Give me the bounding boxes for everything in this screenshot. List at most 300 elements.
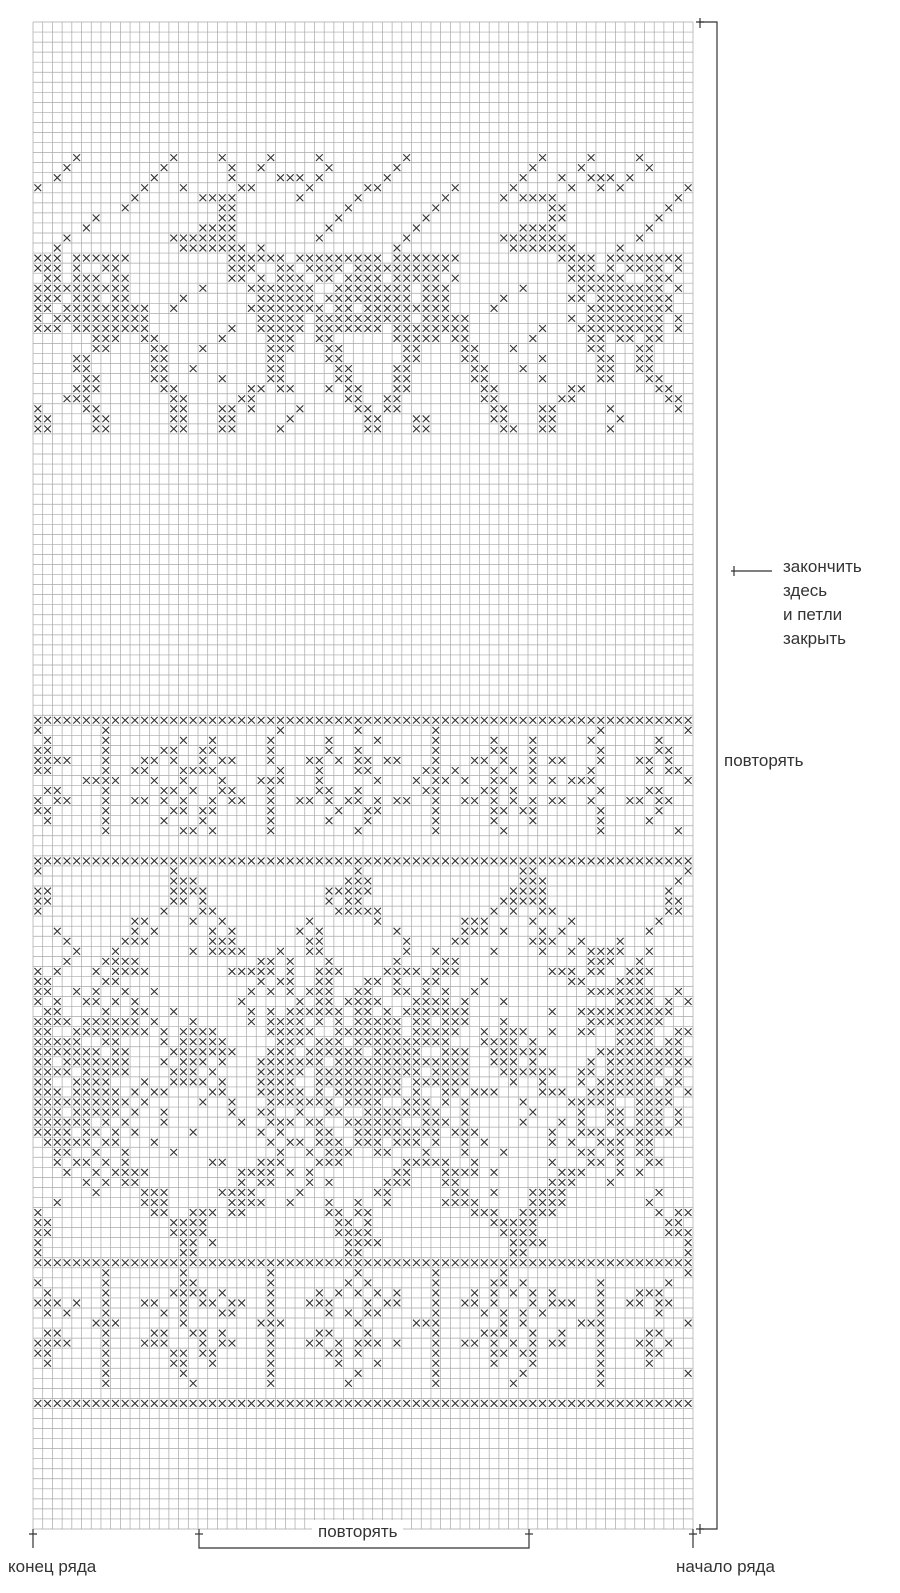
stitch-mark [335,285,342,292]
stitch-mark [539,1259,546,1266]
stitch-mark [102,345,109,352]
stitch-mark [384,1179,391,1186]
stitch-mark [636,315,643,322]
stitch-mark [209,1400,216,1407]
stitch-mark [520,174,527,181]
stitch-mark [316,1058,323,1065]
stitch-mark [44,1350,51,1357]
stitch-mark [529,194,536,201]
stitch-mark [93,1048,100,1055]
stitch-mark [364,878,371,885]
stitch-mark [316,777,323,784]
stitch-mark [374,1259,381,1266]
stitch-mark [44,295,51,302]
stitch-mark [102,727,109,734]
stitch-mark [199,1079,206,1086]
stitch-mark [316,235,323,242]
stitch-mark [364,1038,371,1045]
stitch-mark [141,315,148,322]
stitch-mark [267,858,274,865]
stitch-mark [287,285,294,292]
stitch-mark [675,1119,682,1126]
stitch-mark [500,1028,507,1035]
stitch-mark [83,1079,90,1086]
stitch-mark [520,1279,527,1286]
stitch-mark [578,1008,585,1015]
stitch-mark [597,1099,604,1106]
stitch-mark [345,325,352,332]
stitch-mark [549,1139,556,1146]
stitch-mark [277,858,284,865]
stitch-mark [54,1089,61,1096]
stitch-mark [432,265,439,272]
stitch-mark [161,345,168,352]
stitch-mark [500,1310,507,1317]
stitch-mark [258,858,265,865]
stitch-mark [636,1079,643,1086]
stitch-mark [83,375,90,382]
stitch-mark [102,1380,109,1387]
stitch-mark [364,1109,371,1116]
stitch-mark [549,717,556,724]
stitch-mark [529,225,536,232]
finish-marker [731,566,772,576]
stitch-mark [73,365,80,372]
stitch-mark [568,245,575,252]
stitch-mark [656,747,663,754]
stitch-mark [93,988,100,995]
stitch-mark [462,1058,469,1065]
stitch-mark [238,265,245,272]
stitch-mark [675,858,682,865]
stitch-mark [355,757,362,764]
stitch-mark [316,154,323,161]
stitch-mark [161,1109,168,1116]
stitch-mark [442,1068,449,1075]
stitch-mark [597,1290,604,1297]
stitch-mark [617,938,624,945]
stitch-mark [355,275,362,282]
stitch-mark [656,717,663,724]
stitch-mark [384,1300,391,1307]
stitch-mark [549,194,556,201]
stitch-mark [442,958,449,965]
stitch-mark [102,1179,109,1186]
stitch-mark [355,1199,362,1206]
stitch-mark [374,1099,381,1106]
stitch-mark [423,265,430,272]
stitch-mark [384,1038,391,1045]
stitch-mark [161,1340,168,1347]
stitch-mark [267,1119,274,1126]
stitch-mark [646,858,653,865]
stitch-mark [219,235,226,242]
stitch-mark [491,1169,498,1176]
stitch-mark [93,415,100,422]
stitch-mark [423,717,430,724]
stitch-mark [122,305,129,312]
stitch-mark [229,1340,236,1347]
stitch-mark [102,717,109,724]
stitch-mark [588,174,595,181]
stitch-mark [413,1068,420,1075]
stitch-mark [316,1139,323,1146]
stitch-mark [170,888,177,895]
stitch-mark [413,325,420,332]
stitch-mark [44,737,51,744]
stitch-mark [539,928,546,935]
stitch-mark [335,1360,342,1367]
stitch-mark [34,868,41,875]
stitch-mark [132,1129,139,1136]
stitch-mark [229,1109,236,1116]
stitch-mark [326,275,333,282]
stitch-mark [510,1048,517,1055]
stitch-mark [112,958,119,965]
stitch-mark [180,405,187,412]
stitch-mark [258,1400,265,1407]
stitch-mark [462,1119,469,1126]
stitch-mark [170,395,177,402]
stitch-mark [44,1139,51,1146]
stitch-mark [597,325,604,332]
stitch-mark [403,305,410,312]
stitch-mark [258,1089,265,1096]
stitch-mark [190,1259,197,1266]
stitch-mark [432,777,439,784]
stitch-mark [656,1310,663,1317]
stitch-mark [335,968,342,975]
stitch-mark [656,1109,663,1116]
stitch-mark [297,1068,304,1075]
stitch-mark [345,385,352,392]
stitch-mark [539,325,546,332]
stitch-mark [180,1300,187,1307]
stitch-mark [636,1099,643,1106]
stitch-mark [161,747,168,754]
stitch-mark [170,1290,177,1297]
stitch-mark [471,1089,478,1096]
stitch-mark [326,255,333,262]
stitch-mark [588,767,595,774]
stitch-mark [597,285,604,292]
stitch-mark [209,747,216,754]
stitch-mark [267,1089,274,1096]
stitch-mark [335,345,342,352]
stitch-mark [423,1028,430,1035]
stitch-mark [510,858,517,865]
stitch-mark [73,1259,80,1266]
stitch-mark [442,1259,449,1266]
stitch-mark [326,1139,333,1146]
stitch-mark [326,1330,333,1337]
stitch-mark [170,235,177,242]
stitch-mark [335,265,342,272]
stitch-mark [326,737,333,744]
stitch-mark [190,1229,197,1236]
stitch-mark [627,988,634,995]
stitch-mark [394,1259,401,1266]
stitch-mark [665,255,672,262]
stitch-mark [335,858,342,865]
stitch-mark [646,1159,653,1166]
stitch-mark [559,1189,566,1196]
stitch-mark [258,1199,265,1206]
stitch-mark [122,1119,129,1126]
stitch-mark [151,1199,158,1206]
stitch-mark [394,1179,401,1186]
stitch-mark [335,365,342,372]
stitch-mark [374,255,381,262]
stitch-mark [636,345,643,352]
stitch-mark [481,1400,488,1407]
stitch-mark [578,1149,585,1156]
stitch-mark [34,988,41,995]
stitch-mark [122,1018,129,1025]
stitch-mark [423,1018,430,1025]
stitch-mark [93,1129,100,1136]
stitch-mark [151,1189,158,1196]
stitch-mark [277,1018,284,1025]
stitch-mark [520,1219,527,1226]
stitch-mark [636,968,643,975]
stitch-mark [54,1038,61,1045]
stitch-mark [394,265,401,272]
stitch-mark [209,1360,216,1367]
stitch-mark [500,194,507,201]
stitch-mark [510,1239,517,1246]
stitch-mark [374,265,381,272]
stitch-mark [170,385,177,392]
stitch-mark [403,717,410,724]
stitch-mark [34,1340,41,1347]
stitch-mark [258,1058,265,1065]
stitch-mark [54,255,61,262]
stitch-mark [539,355,546,362]
stitch-mark [568,1179,575,1186]
row-start-marker [689,1529,697,1548]
stitch-mark [355,868,362,875]
stitch-mark [384,858,391,865]
stitch-mark [646,1139,653,1146]
stitch-mark [54,797,61,804]
stitch-mark [355,1068,362,1075]
stitch-mark [607,988,614,995]
stitch-mark [267,777,274,784]
stitch-mark [627,295,634,302]
stitch-mark [384,295,391,302]
stitch-mark [54,285,61,292]
stitch-mark [287,305,294,312]
stitch-mark [462,777,469,784]
stitch-mark [102,817,109,824]
stitch-mark [44,1028,51,1035]
stitch-mark [258,315,265,322]
stitch-mark [170,1048,177,1055]
stitch-mark [471,1159,478,1166]
stitch-mark [413,1259,420,1266]
stitch-mark [73,717,80,724]
stitch-mark [423,1008,430,1015]
stitch-mark [141,797,148,804]
stitch-mark [636,1149,643,1156]
stitch-mark [471,1169,478,1176]
stitch-mark [481,918,488,925]
stitch-mark [326,998,333,1005]
stitch-mark [180,858,187,865]
stitch-mark [44,1018,51,1025]
stitch-mark [335,1068,342,1075]
stitch-mark [597,858,604,865]
stitch-mark [54,1109,61,1116]
stitch-mark [646,1038,653,1045]
stitch-mark [190,1279,197,1286]
stitch-mark [238,1259,245,1266]
stitch-mark [199,1048,206,1055]
stitch-mark [316,325,323,332]
stitch-mark [403,1259,410,1266]
stitch-mark [54,1300,61,1307]
stitch-mark [102,315,109,322]
repeat-vertical-label: повторять [724,751,804,770]
stitch-mark [209,245,216,252]
stitch-mark [297,717,304,724]
stitch-mark [568,295,575,302]
stitch-mark [316,978,323,985]
stitch-mark [180,898,187,905]
stitch-mark [384,968,391,975]
stitch-mark [326,817,333,824]
stitch-mark [277,1159,284,1166]
stitch-mark [656,1099,663,1106]
stitch-mark [180,245,187,252]
stitch-mark [93,325,100,332]
stitch-mark [549,858,556,865]
stitch-mark [170,858,177,865]
stitch-mark [306,1028,313,1035]
stitch-mark [54,1129,61,1136]
stitch-mark [432,335,439,342]
stitch-mark [520,1028,527,1035]
stitch-mark [267,1079,274,1086]
stitch-mark [180,1048,187,1055]
stitch-mark [209,827,216,834]
stitch-mark [607,1139,614,1146]
stitch-mark [326,988,333,995]
stitch-mark [306,1179,313,1186]
stitch-mark [636,1290,643,1297]
stitch-mark [413,1099,420,1106]
stitch-mark [685,1209,692,1216]
stitch-mark [597,968,604,975]
stitch-mark [229,204,236,211]
stitch-mark [355,395,362,402]
stitch-mark [423,1320,430,1327]
stitch-mark [656,285,663,292]
stitch-mark [471,1400,478,1407]
stitch-mark [607,1008,614,1015]
stitch-mark [442,285,449,292]
stitch-mark [355,1038,362,1045]
stitch-mark [578,265,585,272]
stitch-mark [597,1079,604,1086]
stitch-mark [636,1089,643,1096]
stitch-mark [306,1400,313,1407]
stitch-mark [413,225,420,232]
stitch-mark [432,1079,439,1086]
stitch-mark [607,1018,614,1025]
stitch-mark [355,787,362,794]
stitch-mark [248,968,255,975]
stitch-mark [510,797,517,804]
stitch-mark [161,1400,168,1407]
stitch-mark [151,1340,158,1347]
stitch-mark [132,1018,139,1025]
stitch-mark [316,948,323,955]
stitch-mark [190,1018,197,1025]
stitch-mark [161,797,168,804]
stitch-mark [180,797,187,804]
stitch-mark [432,1058,439,1065]
stitch-mark [122,1400,129,1407]
row-start-label: начало ряда [676,1557,775,1576]
stitch-mark [588,988,595,995]
stitch-mark [636,154,643,161]
stitch-mark [627,285,634,292]
stitch-mark [229,928,236,935]
stitch-mark [384,1079,391,1086]
stitch-mark [34,295,41,302]
stitch-mark [199,1229,206,1236]
stitch-mark [277,285,284,292]
stitch-mark [83,858,90,865]
stitch-mark [64,1310,71,1317]
stitch-mark [64,235,71,242]
stitch-mark [597,345,604,352]
stitch-mark [277,1068,284,1075]
stitch-mark [151,174,158,181]
stitch-mark [607,295,614,302]
stitch-mark [413,415,420,422]
stitch-mark [656,1068,663,1075]
stitch-mark [258,325,265,332]
stitch-mark [54,757,61,764]
stitch-mark [423,1119,430,1126]
stitch-mark [597,727,604,734]
stitch-mark [170,787,177,794]
stitch-mark [112,998,119,1005]
stitch-mark [316,1099,323,1106]
stitch-mark [607,948,614,955]
stitch-mark [520,1370,527,1377]
stitch-mark [403,1159,410,1166]
stitch-mark [597,1340,604,1347]
stitch-mark [219,154,226,161]
stitch-mark [229,757,236,764]
stitch-mark [432,1300,439,1307]
stitch-mark [588,1018,595,1025]
stitch-mark [646,1068,653,1075]
stitch-mark [462,928,469,935]
stitch-mark [335,355,342,362]
stitch-mark [364,1058,371,1065]
stitch-mark [394,1068,401,1075]
stitch-mark [34,1209,41,1216]
stitch-mark [568,395,575,402]
stitch-mark [665,1259,672,1266]
stitch-mark [374,1129,381,1136]
stitch-mark [510,1400,517,1407]
